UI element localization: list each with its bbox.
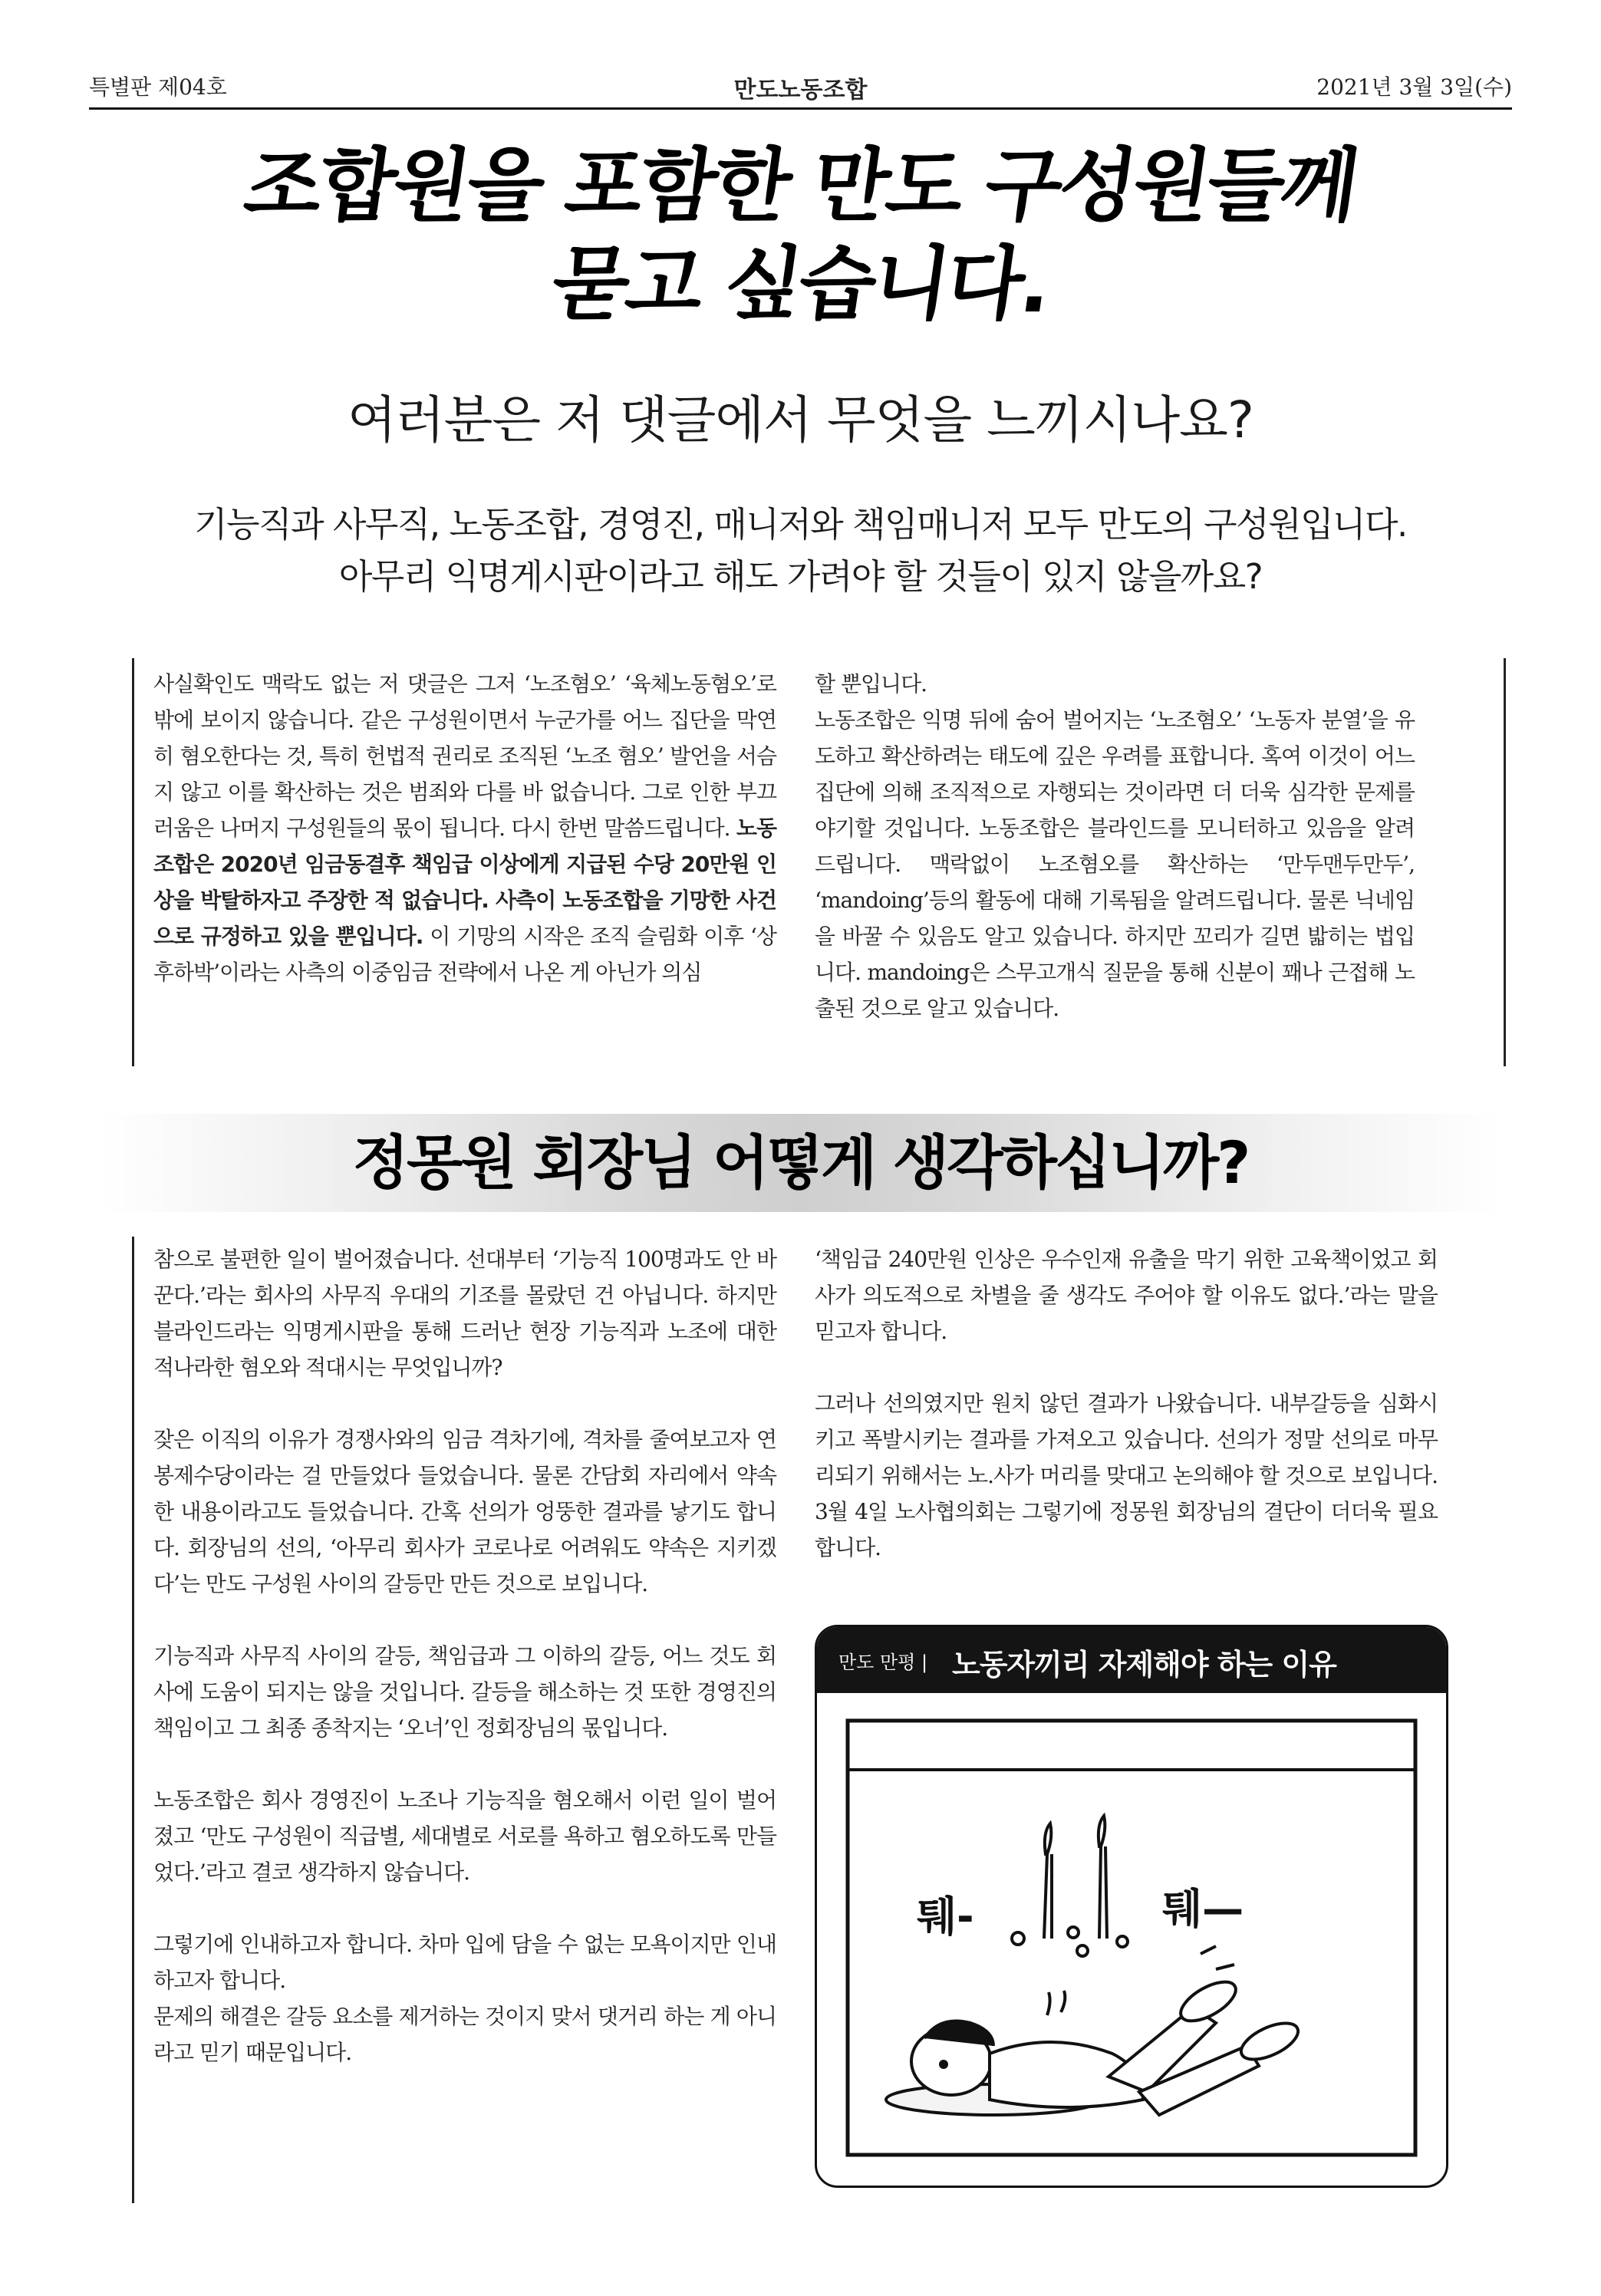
headline-line2: 묻고 싶습니다. — [545, 237, 1056, 331]
text-run: 이 기망의 시작은 조직 슬림화 이후 ‘상후하박’이라는 사측의 이중임금 전략에서 나온 게 아닌가 의심 — [153, 924, 776, 985]
article-col1-paragraph — [153, 666, 776, 990]
section-title: 정몽원 회장님 어떻게 생각하십니까? — [352, 1128, 1249, 1197]
sfx-left: 퉤- — [917, 1892, 974, 1941]
spit-drops-icon — [1012, 1816, 1128, 1956]
article-col1 — [153, 666, 776, 990]
column-rule-right — [1504, 658, 1506, 1066]
paragraph: 노동조합은 익명 뒤에 숨어 벌어지는 ‘노조혐오’ ‘노동자 분열’을 유도하고 확산하려는 태도에 깊은 우려를 표합니다. 혹여 이것이 어느 집단에 의해 조직적으로 자행되는 것이라면 더 더욱 심각한 문제를 야기할 것입니다. 노동조합은 블라인드를 모니터하고 있음을 알려드립니다. 맥락없이 노조혐오를 확산하는 ‘만두맨두만두’, ‘mandoing’등의 활동에 대해 기록됨을 알려드립니다. 물론 닉네임을 바꿀 수 있음도 알고 있습니다. 하지만 꼬리가 길면 밟히는 법입니다. mandoing은 스무고개식 질문을 통해 신분이 꽤나 근접해 노출된 것으로 알고 있습니다. — [815, 707, 1415, 1021]
issue-date: 2021년 3월 3일(수) — [1316, 74, 1512, 100]
paragraph: 기능직과 사무직 사이의 갈등, 책임급과 그 이하의 갈등, 어느 것도 회사에 도움이 되지는 않을 것입니다. 갈등을 해소하는 것 또한 경영진의 책임이고 그 최종 종착지는 ‘오너’인 정회장님의 몫입니다. — [153, 1643, 776, 1741]
headline-line1: 조합원을 포함한 만도 구성원들께 — [239, 139, 1362, 232]
paragraph: 노동조합은 회사 경영진이 노조나 기능직을 혐오해서 이런 일이 벌어졌고 ‘만도 구성원이 직급별, 세대별로 서로를 욕하고 혐오하도록 만들었다.’라고 결코 생각하지 않습니다. — [153, 1787, 776, 1885]
text-run: 사실확인도 맥락도 없는 저 댓글은 그저 ‘노조혐오’ ‘육체노동혐오’로 밖에 보이지 않습니다. 같은 구성원이면서 누군가를 어느 집단을 막연히 혐오한다는 것, 특히 헌법적 권리로 조직된 ‘노조 혐오’ 발언을 서슴지 않고 이를 확산하는 것은 범죄와 다를 바 없습니다. 그로 인한 부끄러움은 나머지 구성원들의 몫이 됩니다. 다시 한번 말씀드립니다. — [153, 671, 776, 841]
issue-number: 특별판 제04호 — [89, 74, 227, 100]
bold-statement: 노동조합은 2020년 임금동결후 책임급 이상에게 지급된 수당 20만원 인상을 박탈하자고 주장한 적 없습니다. 사측이 노동조합을 기망한 사건으로 규정하고 있을 뿐입니다. — [153, 815, 776, 949]
masthead-org: 만도노동조합 — [733, 77, 868, 104]
paragraph: 그러나 선의였지만 원치 않던 결과가 나왔습니다. 내부갈등을 심화시키고 폭발시키는 결과를 가져오고 있습니다. 선의가 정말 선의로 마무리되기 위해서는 노.사가 머리를 맞대고 논의해야 할 것으로 보입니다. 3월 4일 노사협의회는 그렇기에 정몽원 회장님의 결단이 더더욱 필요합니다. — [815, 1391, 1438, 1560]
article-col2 — [815, 666, 1415, 1026]
column-rule-left — [132, 658, 134, 1066]
paragraph: 참으로 불편한 일이 벌어졌습니다. 선대부터 ‘기능직 100명과도 안 바꾼다.’라는 회사의 사무직 우대의 기조를 몰랐던 건 아닙니다. 하지만 블라인드라는 익명게시판을 통해 드러난 현장 기능직과 노조에 대한 적나라한 혐오와 적대시는 무엇입니까? — [153, 1247, 776, 1380]
subheadline: 여러분은 저 댓글에서 무엇을 느끼시나요? — [348, 390, 1253, 450]
cartoon-box — [815, 1625, 1448, 2188]
column-rule-left-2 — [132, 1237, 134, 2203]
cartoon-title-bar — [817, 1627, 1446, 1693]
cartoon-tag: 만도 만평 | — [838, 1652, 928, 1673]
paragraph: 잦은 이직의 이유가 경쟁사와의 임금 격차기에, 격차를 줄여보고자 연봉제수당이라는 걸 만들었다 들었습니다. 물론 간담회 자리에서 약속한 내용이라고도 들었습니다. 간혹 선의가 엉뚱한 결과를 낳기도 합니다. 회장님의 선의, ‘아무리 회사가 코로나로 어려워도 약속은 지키겠다’는 만도 구성원 사이의 갈등만 만든 것으로 보입니다. — [153, 1427, 776, 1596]
article2-col1 — [153, 1241, 776, 2070]
cartoon-title: 노동자끼리 자제해야 하는 이유 — [952, 1648, 1336, 1682]
paragraph: 문제의 해결은 갈등 요소를 제거하는 것이지 맞서 댓거리 하는 게 아니라고 믿기 때문입니다. — [153, 2004, 776, 2065]
lede-line2: 아무리 익명게시판이라고 해도 가려야 할 것들이 있지 않을까요? — [338, 556, 1263, 597]
sfx-right: 퉤— — [1162, 1885, 1244, 1933]
lede-line1: 기능직과 사무직, 노동조합, 경영진, 매니저와 책임매니저 모두 만도의 구성원입니다. — [194, 504, 1407, 545]
header-rule — [89, 107, 1512, 110]
lying-worker-figure — [886, 1946, 1303, 2115]
article2-col2 — [815, 1241, 1438, 1566]
cartoon-illustration — [817, 1693, 1446, 2186]
paragraph: ‘책임급 240만원 인상은 우수인재 유출을 막기 위한 고육책이었고 회사가 의도적으로 차별을 줄 생각도 주어야 할 이유도 없다.’라는 말을 믿고자 합니다. — [815, 1247, 1438, 1344]
paragraph: 그렇기에 인내하고자 합니다. 차마 입에 담을 수 없는 모욕이지만 인내하고자 합니다. — [153, 1932, 776, 1993]
paragraph: 할 뿐입니다. — [815, 671, 927, 697]
